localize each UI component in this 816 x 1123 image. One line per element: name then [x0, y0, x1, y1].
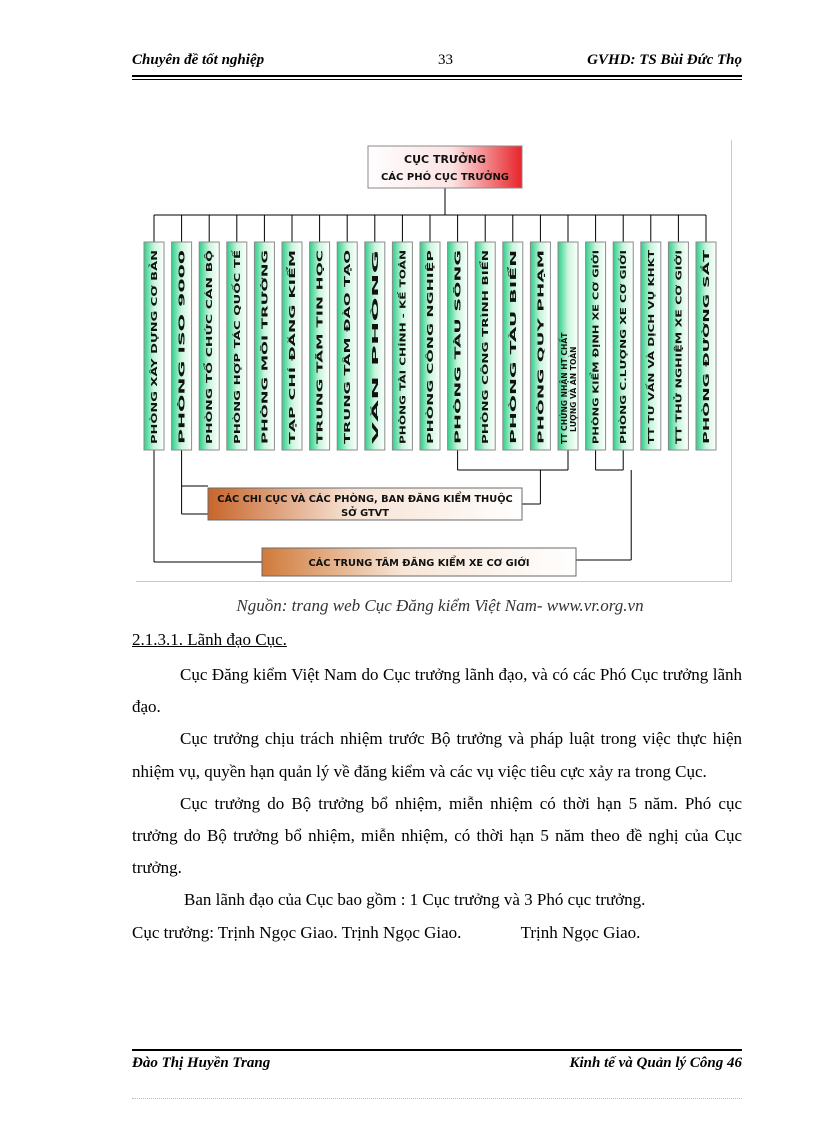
- department-label: [589, 250, 601, 444]
- footer-author: Đào Thị Huyền Trang: [132, 1055, 271, 1071]
- department-label-text: TT THỬ NGHIỆM XE CƠ GIỚI: [673, 316, 684, 444]
- department-label-text: TT TƯ VẤN VÀ DỊCH VỤ KHKT: [645, 310, 656, 444]
- header-advisor: GVHD: TS Bùi Đức Thọ: [587, 52, 742, 68]
- paragraph-2: Cục trưởng chịu trách nhiệm trước Bộ trưởng và pháp luật trong việc thực hiện nhiệm vụ, quyền hạn quản lý về đăng kiểm và các vụ việc tiêu cực xảy ra trong Cục.: [132, 729, 742, 781]
- department-label: [395, 250, 407, 444]
- department-label: [506, 250, 518, 444]
- department-label: [559, 332, 578, 444]
- department-label-text: LƯỢNG VÀ AN TOÀN: [569, 346, 578, 432]
- org-chart: [136, 140, 732, 582]
- paragraph-5: Cục trưởng: Trịnh Ngọc Giao. Trịnh Ngọc Giao. Trịnh Ngọc Giao.: [132, 922, 641, 942]
- department-label-text: PHÒNG HỢP TÁC QUỐC TẾ: [231, 324, 242, 444]
- header-title: Chuyên đề tốt nghiệp: [132, 52, 265, 68]
- bottom-dotted-rule: [132, 1098, 742, 1099]
- page-number: 33: [438, 52, 453, 68]
- department-label: [314, 250, 325, 444]
- paragraph-4: Ban lãnh đạo của Cục bao gồm : 1 Cục trưởng và 3 Phó cục trưởng.: [184, 890, 646, 910]
- department-label: [369, 249, 380, 444]
- department-label: [644, 249, 656, 444]
- department-label: [424, 250, 435, 444]
- top-box-title: CỤC TRƯỞNG: [404, 153, 486, 166]
- department-label-text: PHÒNG XÂY DỰNG CƠ BẢN: [149, 321, 159, 444]
- department-label-text: TẠP CHÍ ĐĂNG KIỂM: [287, 351, 297, 444]
- department-label-text: PHÒNG CÔNG TRÌNH BIỂN: [480, 325, 491, 444]
- paragraph-3: Cục trưởng do Bộ trưởng bổ nhiệm, miễn nhiệm có thời hạn 5 năm. Phó cục trưởng do Bộ trưởng bổ nhiệm, miễn nhiệm, có thời hạn 5 năm theo đề nghị của Cục trưởng.: [132, 793, 742, 878]
- department-label: [671, 250, 683, 444]
- department-label: [617, 250, 628, 444]
- department-label-text: PHÒNG KIỂM ĐỊNH XE CƠ GIỚI: [590, 304, 601, 444]
- department-label: [148, 250, 159, 444]
- footer-rule: [132, 1049, 742, 1051]
- page-footer: [132, 1055, 742, 1079]
- department-label-text: TRUNG TÂM ĐÀO TẠO: [342, 344, 353, 444]
- sub-box-title: CÁC CHI CỤC VÀ CÁC PHÒNG, BAN ĐĂNG KIỂM THUỘC: [217, 494, 513, 505]
- department-label: [341, 250, 352, 444]
- header-rule: [132, 75, 742, 77]
- department-label-text: PHÒNG ĐƯỜNG SẮT: [701, 352, 711, 444]
- department-label-text: PHÒNG ISO 9000: [176, 366, 187, 444]
- department-label: [230, 249, 242, 444]
- org-chart-boxes: [144, 146, 716, 576]
- department-label: [452, 249, 463, 444]
- department-label-text: TRUNG TÂM TIN HỌC: [314, 348, 325, 444]
- department-label-text: PHÒNG MÔI TRƯỜNG: [259, 347, 270, 444]
- figure-caption: Nguồn: trang web Cục Đăng kiểm Việt Nam- www.vr.org.vn: [236, 596, 644, 615]
- body-text: [132, 659, 742, 949]
- department-label: [699, 249, 711, 444]
- footer-class: Kinh tế và Quản lý Công 46: [569, 1055, 742, 1071]
- section-heading: 2.1.3.1. Lãnh đạo Cục.: [132, 630, 287, 649]
- department-label: [534, 250, 545, 444]
- sub-box-subtitle: SỞ GTVT: [341, 508, 389, 519]
- department-label: [176, 249, 187, 444]
- department-label-text: PHÒNG TÀU SÔNG: [452, 360, 463, 444]
- department-label-text: PHÒNG TỔ CHỨC CÁN BỘ: [204, 328, 215, 444]
- department-label-text: TT CHỨNG NHẬN HT CHẤT: [560, 332, 569, 444]
- department-label: [202, 250, 214, 444]
- department-label-text: PHÒNG TÀI CHÍNH - KẾ TOÁN: [397, 311, 408, 444]
- department-label: [478, 250, 490, 444]
- department-label-text: PHÒNG QUY PHẠM: [535, 358, 546, 444]
- department-label: [285, 250, 297, 444]
- department-label-text: PHÒNG C.LƯỢNG XE CƠ GIỚI: [618, 312, 629, 444]
- department-label-text: PHÒNG TÀU BIỂN: [507, 365, 518, 444]
- page-header: [132, 52, 742, 76]
- paragraph-1: Cục Đăng kiểm Việt Nam do Cục trưởng lãnh đạo, và có các Phó Cục trưởng lãnh đạo.: [132, 665, 742, 717]
- header-rule-thin: [132, 79, 742, 80]
- department-label: [258, 249, 269, 444]
- center-box-title: CÁC TRUNG TÂM ĐĂNG KIỂM XE CƠ GIỚI: [308, 558, 530, 569]
- department-label-text: VĂN PHÒNG: [369, 388, 380, 444]
- top-box-subtitle: CÁC PHÓ CỤC TRƯỞNG: [380, 172, 510, 183]
- department-label-text: PHÒNG CÔNG NGHIỆP: [425, 343, 435, 444]
